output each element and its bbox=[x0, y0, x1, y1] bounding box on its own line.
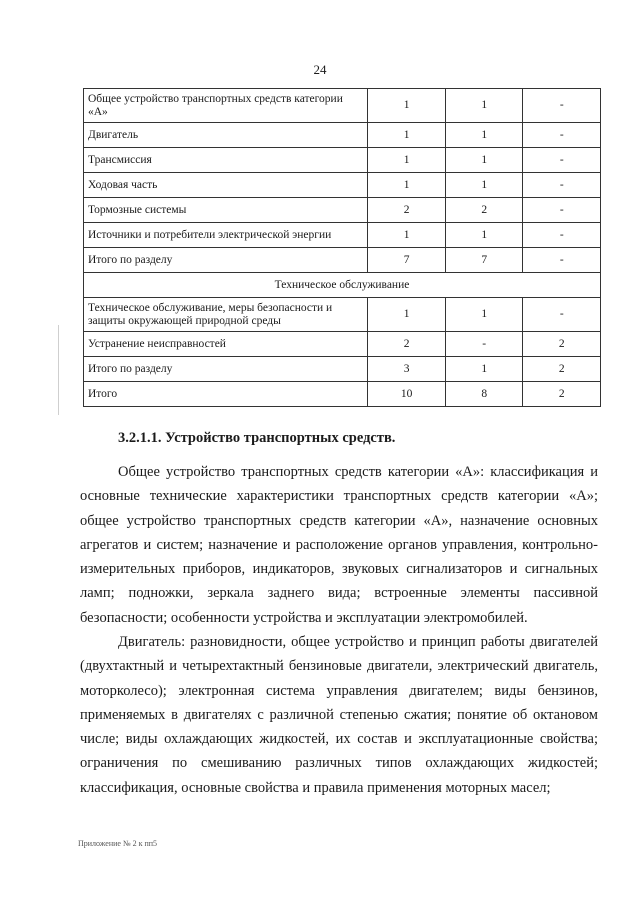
table-row bbox=[84, 223, 601, 248]
table-row bbox=[84, 89, 601, 123]
footer-note: Приложение № 2 к пп5 bbox=[78, 839, 158, 848]
topic-cell: Итого по разделу bbox=[84, 248, 368, 273]
total-hours-cell: 1 bbox=[368, 123, 446, 148]
table-row bbox=[84, 123, 601, 148]
table-row bbox=[84, 273, 601, 298]
theory-hours-cell: 1 bbox=[445, 223, 523, 248]
practice-hours-cell: - bbox=[523, 223, 601, 248]
table-row bbox=[84, 173, 601, 198]
scan-margin-mark bbox=[58, 325, 59, 415]
theory-hours-cell: - bbox=[445, 332, 523, 357]
practice-hours-cell: - bbox=[523, 248, 601, 273]
topic-cell: Источники и потребители электрической энергии bbox=[84, 223, 368, 248]
total-hours-cell: 3 bbox=[368, 357, 446, 382]
theory-hours-cell: 1 bbox=[445, 298, 523, 332]
theory-hours-cell: 2 bbox=[445, 198, 523, 223]
total-hours-cell: 1 bbox=[368, 89, 446, 123]
practice-hours-cell: - bbox=[523, 123, 601, 148]
table-row bbox=[84, 332, 601, 357]
topic-cell: Устранение неисправностей bbox=[84, 332, 368, 357]
topic-cell: Ходовая часть bbox=[84, 173, 368, 198]
practice-hours-cell: - bbox=[523, 173, 601, 198]
table-row bbox=[84, 198, 601, 223]
hours-table bbox=[83, 88, 601, 407]
theory-hours-cell: 1 bbox=[445, 123, 523, 148]
table-row bbox=[84, 357, 601, 382]
total-hours-cell: 1 bbox=[368, 298, 446, 332]
total-hours-cell: 10 bbox=[368, 382, 446, 407]
topic-cell: Итого по разделу bbox=[84, 357, 368, 382]
topic-cell: Общее устройство транспортных средств категории «А» bbox=[84, 89, 368, 123]
practice-hours-cell: - bbox=[523, 198, 601, 223]
theory-hours-cell: 1 bbox=[445, 148, 523, 173]
section-row-title: Техническое обслуживание bbox=[84, 273, 601, 298]
table-row bbox=[84, 382, 601, 407]
section-heading: 3.2.1.1. Устройство транспортных средств. bbox=[118, 430, 396, 446]
total-hours-cell: 1 bbox=[368, 173, 446, 198]
practice-hours-cell: 2 bbox=[523, 382, 601, 407]
practice-hours-cell: - bbox=[523, 298, 601, 332]
theory-hours-cell: 1 bbox=[445, 89, 523, 123]
theory-hours-cell: 1 bbox=[445, 357, 523, 382]
paragraph-engine: Двигатель: разновидности, общее устройство и принцип работы двигателей (двухтактный и четырехтактный бензиновые двигатели, электрический двигатель, моторколесо); электронная система управления двигателем; виды бензинов, применяемых в двигателях с различной степенью сжатия; понятие об октановом числе; виды охлаждающих жидкостей, их состав и эксплуатационные свойства; ограничения по смешиванию различных типов охлаждающих жидкостей; классификация, основные свойства и правила применения моторных масел; bbox=[80, 634, 598, 796]
practice-hours-cell: - bbox=[523, 89, 601, 123]
topic-cell: Трансмиссия bbox=[84, 148, 368, 173]
total-hours-cell: 1 bbox=[368, 148, 446, 173]
page-number: 24 bbox=[313, 62, 327, 77]
topic-cell: Итого bbox=[84, 382, 368, 407]
table-row bbox=[84, 298, 601, 332]
paragraph-general-device: Общее устройство транспортных средств категории «А»: классификация и основные технические характеристики транспортных средств категории «А»; общее устройство транспортных средств категории «А», назначение основных агрегатов и систем; назначение и расположение органов управления, контрольно-измерительных приборов, индикаторов, звуковых сигнализаторов и сигнальных ламп; подножки, зеркала заднего вида; встроенные элементы пассивной безопасности; особенности устройства и эксплуатации электромобилей. bbox=[80, 464, 598, 626]
total-hours-cell: 7 bbox=[368, 248, 446, 273]
theory-hours-cell: 7 bbox=[445, 248, 523, 273]
theory-hours-cell: 1 bbox=[445, 173, 523, 198]
theory-hours-cell: 8 bbox=[445, 382, 523, 407]
table-row bbox=[84, 148, 601, 173]
practice-hours-cell: 2 bbox=[523, 357, 601, 382]
practice-hours-cell: 2 bbox=[523, 332, 601, 357]
topic-cell: Тормозные системы bbox=[84, 198, 368, 223]
practice-hours-cell: - bbox=[523, 148, 601, 173]
total-hours-cell: 2 bbox=[368, 332, 446, 357]
total-hours-cell: 2 bbox=[368, 198, 446, 223]
topic-cell: Техническое обслуживание, меры безопасности и защиты окружающей природной среды bbox=[84, 298, 368, 332]
table-row bbox=[84, 248, 601, 273]
topic-cell: Двигатель bbox=[84, 123, 368, 148]
total-hours-cell: 1 bbox=[368, 223, 446, 248]
